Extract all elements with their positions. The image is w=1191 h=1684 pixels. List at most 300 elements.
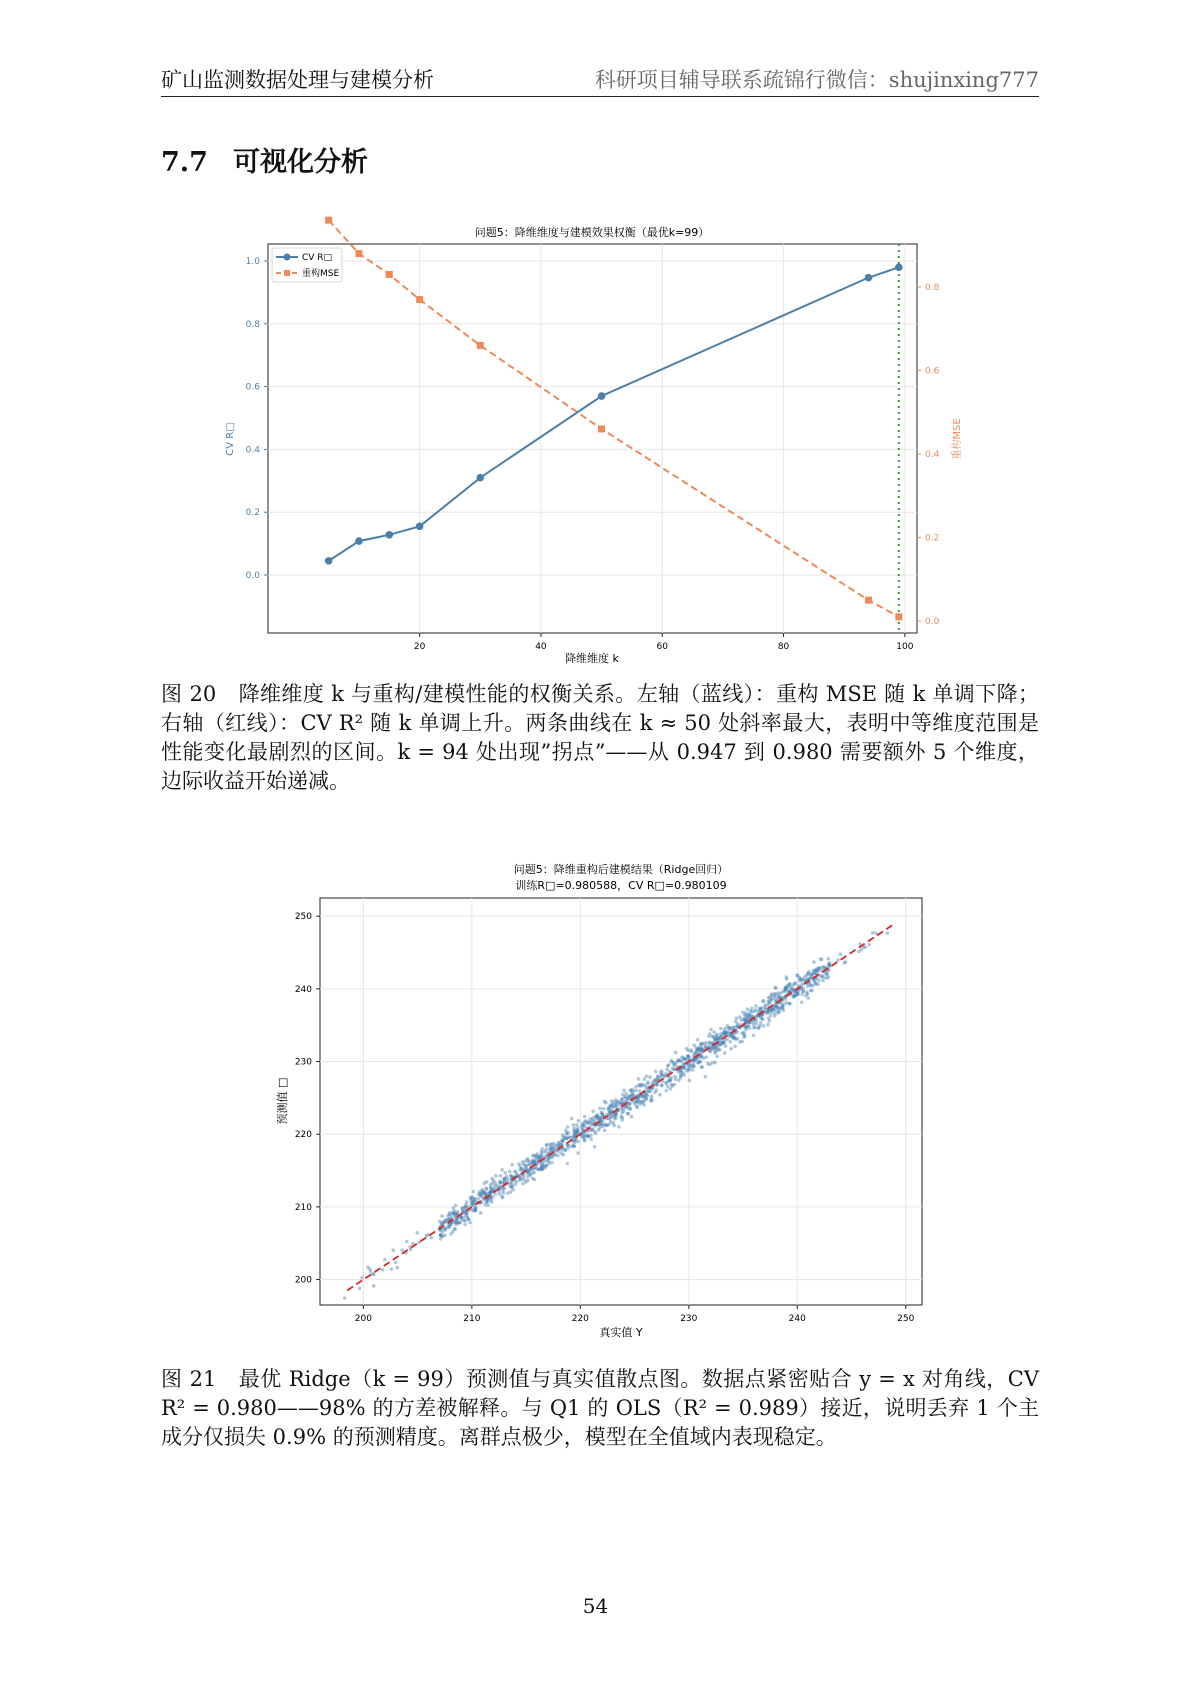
- scatter-point: [752, 1034, 756, 1038]
- scatter-point: [446, 1214, 450, 1218]
- scatter-point: [683, 1057, 687, 1061]
- scatter-point: [886, 931, 890, 935]
- scatter-point: [723, 1051, 727, 1055]
- scatter-point: [462, 1216, 466, 1220]
- scatter-point: [532, 1167, 536, 1171]
- scatter-point: [707, 1035, 711, 1039]
- scatter-point: [553, 1146, 557, 1150]
- scatter-point: [570, 1117, 574, 1121]
- scatter-point: [394, 1261, 398, 1265]
- scatter-point: [715, 1046, 719, 1050]
- x-tick-label: 230: [680, 1314, 698, 1324]
- scatter-point: [800, 1001, 804, 1005]
- legend-r2-label: CV R□: [302, 253, 333, 263]
- x-tick-label: 220: [571, 1314, 589, 1324]
- scatter-point: [438, 1220, 442, 1224]
- scatter-point: [464, 1219, 468, 1223]
- scatter-point: [685, 1047, 689, 1051]
- scatter-point: [646, 1080, 650, 1084]
- scatter-point: [521, 1182, 525, 1186]
- x-tick-label: 100: [896, 642, 914, 652]
- scatter-point: [479, 1211, 483, 1215]
- scatter-point: [634, 1085, 638, 1089]
- x-tick-label: 200: [354, 1314, 372, 1324]
- scatter-point: [827, 975, 831, 979]
- scatter-point: [567, 1144, 571, 1148]
- scatter-point: [574, 1131, 578, 1135]
- scatter-point: [439, 1234, 443, 1238]
- scatter-point: [444, 1220, 448, 1224]
- scatter-point: [804, 994, 808, 998]
- scatter-point: [400, 1248, 404, 1252]
- scatter-point: [766, 1023, 770, 1027]
- scatter-point: [490, 1200, 494, 1204]
- y-right-tick-label: 0.4: [925, 450, 940, 460]
- scatter-point: [636, 1106, 640, 1110]
- scatter-point: [708, 1063, 712, 1067]
- scatter-point: [583, 1125, 587, 1129]
- scatter-point: [622, 1089, 626, 1093]
- scatter-point: [704, 1075, 708, 1079]
- scatter-point: [499, 1174, 503, 1178]
- scatter-point: [468, 1221, 472, 1225]
- scatter-point: [759, 1016, 763, 1020]
- scatter-point: [667, 1063, 671, 1067]
- scatter-point: [522, 1178, 526, 1182]
- scatter-point: [759, 1021, 763, 1025]
- section-heading: [161, 140, 368, 179]
- section-title: 可视化分析: [233, 147, 368, 178]
- scatter-point: [814, 982, 818, 986]
- scatter-point: [630, 1115, 634, 1119]
- scatter-point: [430, 1236, 434, 1240]
- scatter-point: [828, 962, 832, 966]
- scatter-point: [811, 973, 815, 977]
- figure-21-label: 图 21: [161, 1367, 217, 1391]
- scatter-point: [468, 1196, 472, 1200]
- scatter-point: [587, 1122, 591, 1126]
- scatter-point: [533, 1178, 537, 1182]
- scatter-point: [819, 957, 823, 961]
- scatter-point: [499, 1180, 503, 1184]
- scatter-point: [473, 1208, 477, 1212]
- x-tick-label: 60: [656, 642, 668, 652]
- y-right-tick-label: 0.6: [925, 366, 940, 377]
- scatter-point: [500, 1195, 504, 1199]
- scatter-point: [758, 1007, 762, 1011]
- y-left-tick-label: 1.0: [245, 257, 260, 267]
- scatter-point: [617, 1125, 621, 1129]
- scatter-point: [776, 1006, 780, 1010]
- scatter-point: [636, 1096, 640, 1100]
- scatter-point: [624, 1092, 628, 1096]
- scatter-point: [708, 1041, 712, 1045]
- y-axis-label: 预测值 □: [276, 1077, 289, 1125]
- x-tick-label: 210: [463, 1314, 481, 1324]
- scatter-point: [691, 1058, 695, 1062]
- scatter-point: [670, 1076, 674, 1080]
- scatter-point: [683, 1073, 687, 1077]
- scatter-point: [636, 1100, 640, 1104]
- scatter-point: [519, 1167, 523, 1171]
- scatter-point: [613, 1117, 617, 1121]
- scatter-point: [645, 1074, 649, 1078]
- page-header: [161, 62, 1039, 97]
- scatter-point: [521, 1160, 525, 1164]
- scatter-point: [572, 1123, 576, 1127]
- scatter-point: [559, 1151, 563, 1155]
- scatter-point: [713, 1061, 717, 1065]
- scatter-point: [612, 1124, 616, 1128]
- scatter-point: [629, 1107, 633, 1111]
- scatter-point: [638, 1084, 642, 1088]
- scatter-point: [391, 1248, 395, 1252]
- scatter-point: [729, 1040, 733, 1044]
- scatter-point: [785, 975, 789, 979]
- scatter-point: [509, 1190, 513, 1194]
- scatter-point: [724, 1044, 728, 1048]
- scatter-point: [660, 1084, 664, 1088]
- scatter-point: [368, 1267, 372, 1271]
- scatter-point: [343, 1296, 347, 1300]
- figure-20-caption: [161, 680, 1039, 796]
- scatter-point: [603, 1123, 607, 1127]
- figure-21-chart: [270, 858, 930, 1348]
- scatter-point: [396, 1266, 400, 1270]
- scatter-point: [687, 1069, 691, 1073]
- y-left-tick-label: 0.6: [245, 382, 260, 393]
- scatter-point: [674, 1051, 678, 1055]
- scatter-point: [575, 1123, 579, 1127]
- scatter-point: [598, 1126, 602, 1130]
- scatter-point: [640, 1095, 644, 1099]
- scatter-point: [767, 1017, 771, 1021]
- legend-mse-label: 重构MSE: [302, 269, 340, 279]
- chart-title: 问题5：降维重构后建模结果（Ridge回归）: [513, 863, 729, 876]
- scatter-point: [663, 1074, 667, 1078]
- scatter-point: [620, 1098, 624, 1102]
- scatter-point: [736, 1025, 740, 1029]
- scatter-point: [515, 1170, 519, 1174]
- scatter-point: [549, 1147, 553, 1151]
- scatter-point: [650, 1099, 654, 1103]
- scatter-point: [620, 1116, 624, 1120]
- mse-point: [355, 250, 362, 257]
- scatter-point: [471, 1200, 475, 1204]
- scatter-point: [566, 1162, 570, 1166]
- scatter-point: [573, 1140, 577, 1144]
- scatter-point: [747, 1013, 751, 1017]
- scatter-point: [762, 999, 766, 1003]
- x-axis-label: 降维维度 k: [565, 652, 619, 665]
- scatter-point: [733, 1037, 737, 1041]
- scatter-point: [372, 1284, 376, 1288]
- scatter-point: [778, 1010, 782, 1014]
- scatter-point: [812, 960, 816, 964]
- chart-subtitle: 训练R□=0.980588，CV R□=0.980109: [515, 879, 727, 892]
- scatter-point: [722, 1040, 726, 1044]
- scatter-point: [463, 1223, 467, 1227]
- scatter-point: [360, 1276, 364, 1280]
- scatter-point: [524, 1164, 528, 1168]
- scatter-point: [439, 1237, 443, 1241]
- scatter-point: [581, 1122, 585, 1126]
- scatter-point: [483, 1181, 487, 1185]
- scatter-point: [743, 1013, 747, 1017]
- scatter-point: [589, 1138, 593, 1142]
- scatter-point: [653, 1079, 657, 1083]
- y-left-tick-label: 0.0: [245, 571, 260, 581]
- scatter-point: [677, 1059, 681, 1063]
- scatter-point: [691, 1068, 695, 1072]
- scatter-point: [582, 1135, 586, 1139]
- scatter-point: [626, 1112, 630, 1116]
- scatter-point: [723, 1027, 727, 1031]
- cv-r2-point: [865, 274, 873, 282]
- y-right-tick-label: 0.0: [925, 617, 940, 627]
- scatter-point: [565, 1131, 569, 1135]
- scatter-point: [670, 1083, 674, 1087]
- scatter-point: [665, 1089, 669, 1093]
- scatter-point: [609, 1105, 613, 1109]
- scatter-point: [718, 1037, 722, 1041]
- scatter-point: [734, 1020, 738, 1024]
- x-tick-label: 80: [777, 642, 790, 652]
- scatter-point: [654, 1070, 658, 1074]
- scatter-point: [673, 1075, 677, 1079]
- scatter-point: [871, 931, 875, 935]
- scatter-point: [715, 1033, 719, 1037]
- scatter-point: [754, 1004, 758, 1008]
- scatter-point: [762, 1024, 766, 1028]
- scatter-point: [670, 1060, 674, 1064]
- scatter-point: [466, 1216, 470, 1220]
- scatter-point: [659, 1070, 663, 1074]
- page-number: 54: [582, 1594, 609, 1618]
- scatter-point: [518, 1176, 522, 1180]
- y-tick-label: 220: [294, 1130, 312, 1141]
- x-tick-label: 240: [788, 1314, 806, 1324]
- scatter-point: [665, 1068, 669, 1072]
- scatter-point: [674, 1061, 678, 1065]
- scatter-point: [489, 1186, 493, 1190]
- scatter-point: [739, 1018, 743, 1022]
- scatter-point: [517, 1162, 521, 1166]
- scatter-point: [609, 1114, 613, 1118]
- scatter-point: [742, 1035, 746, 1039]
- scatter-point: [472, 1190, 476, 1194]
- scatter-point: [700, 1051, 704, 1055]
- y-axis-left-label: CV R□: [225, 422, 236, 456]
- scatter-point: [546, 1156, 550, 1160]
- scatter-point: [637, 1077, 641, 1081]
- scatter-point: [594, 1132, 598, 1136]
- scatter-point: [503, 1177, 507, 1181]
- scatter-point: [510, 1181, 514, 1185]
- scatter-point: [694, 1051, 698, 1055]
- figure-21-text: 最优 Ridge（k = 99）预测值与真实值散点图。数据点紧密贴合 y = x 对角线，CV R² = 0.980——98% 的方差被解释。与 Q1 的 OLS（R² = 0.989）接近，说明丢弃 1 个主成分仅损失 0.9% 的预测精度。离群点极少，模型在全值域内表现稳定。: [161, 1367, 1039, 1449]
- scatter-point: [750, 1007, 754, 1011]
- x-axis-label: 真实值 Y: [599, 1326, 643, 1339]
- scatter-point: [803, 975, 807, 979]
- scatter-point: [692, 1065, 696, 1069]
- scatter-point: [602, 1107, 606, 1111]
- scatter-point: [735, 1016, 739, 1020]
- scatter-point: [844, 960, 848, 964]
- scatter-point: [809, 989, 813, 993]
- scatter-point: [700, 1065, 704, 1069]
- figure-20-text: 降维维度 k 与重构/建模性能的权衡关系。左轴（蓝线）：重构 MSE 随 k 单调下降；右轴（红线）：CV R² 随 k 单调上升。两条曲线在 k ≈ 50 处斜率最大，表明中等维度范围是性能变化最剧烈的区间。k = 94 处出现”拐点”——从 0.947 到 0.980 需要额外 5 个维度，边际收益开始递减。: [161, 682, 1039, 793]
- scatter-point: [695, 1046, 699, 1050]
- scatter-point: [485, 1200, 489, 1204]
- y-tick-label: 230: [294, 1057, 312, 1068]
- scatter-point: [390, 1267, 394, 1271]
- y-right-tick-label: 0.8: [925, 283, 940, 293]
- scatter-point: [453, 1211, 457, 1215]
- scatter-point: [781, 1006, 785, 1010]
- y-right-tick-label: 0.2: [925, 533, 940, 544]
- scatter-point: [642, 1103, 646, 1107]
- scatter-point: [510, 1186, 514, 1190]
- y-axis-right-label: 重构MSE: [952, 418, 963, 460]
- scatter-point: [738, 1040, 742, 1044]
- scatter-point: [416, 1231, 420, 1235]
- y-tick-label: 250: [294, 912, 312, 923]
- scatter-point: [613, 1113, 617, 1117]
- scatter-point: [627, 1096, 631, 1100]
- scatter-point: [733, 1045, 737, 1049]
- scatter-point: [718, 1048, 722, 1052]
- scatter-point: [818, 966, 822, 970]
- scatter-point: [573, 1127, 577, 1131]
- scatter-point: [682, 1066, 686, 1070]
- scatter-point: [642, 1077, 646, 1081]
- scatter-point: [572, 1134, 576, 1138]
- scatter-point: [729, 1047, 733, 1051]
- mse-point: [325, 217, 332, 224]
- scatter-point: [836, 958, 840, 962]
- scatter-point: [740, 1032, 744, 1036]
- scatter-point: [753, 1025, 757, 1029]
- cv-r2-point: [476, 474, 484, 482]
- scatter-point: [608, 1110, 612, 1114]
- scatter-point: [772, 1012, 776, 1016]
- mse-point: [386, 271, 393, 278]
- scatter-point: [666, 1085, 670, 1089]
- x-tick-label: 250: [897, 1314, 915, 1324]
- scatter-point: [477, 1197, 481, 1201]
- scatter-point: [381, 1268, 385, 1272]
- scatter-point: [679, 1076, 683, 1080]
- scatter-point: [443, 1228, 447, 1232]
- scatter-point: [668, 1079, 672, 1083]
- scatter-point: [696, 1061, 700, 1065]
- scatter-point: [713, 1037, 717, 1041]
- scatter-point: [371, 1272, 375, 1276]
- scatter-point: [568, 1135, 572, 1139]
- scatter-point: [788, 982, 792, 986]
- scatter-point: [508, 1170, 512, 1174]
- scatter-point: [696, 1038, 700, 1042]
- scatter-point: [688, 1079, 692, 1083]
- scatter-point: [798, 979, 802, 983]
- scatter-point: [503, 1187, 507, 1191]
- header-title: 矿山监测数据处理与建模分析: [161, 68, 434, 92]
- scatter-point: [485, 1188, 489, 1192]
- scatter-point: [768, 996, 772, 1000]
- scatter-point: [532, 1154, 536, 1158]
- scatter-point: [591, 1110, 595, 1114]
- scatter-point: [440, 1214, 444, 1218]
- scatter-point: [805, 990, 809, 994]
- scatter-point: [709, 1028, 713, 1032]
- y-left-tick-label: 0.4: [245, 445, 260, 456]
- scatter-point: [757, 1026, 761, 1030]
- scatter-point: [586, 1135, 590, 1139]
- scatter-point: [494, 1174, 498, 1178]
- scatter-point: [456, 1221, 460, 1225]
- x-tick-label: 20: [413, 642, 426, 652]
- y-tick-label: 200: [294, 1275, 312, 1286]
- scatter-point: [785, 986, 789, 990]
- section-number: 7.7: [161, 147, 208, 178]
- scatter-point: [722, 1032, 726, 1036]
- cv-r2-point: [325, 557, 333, 565]
- scatter-point: [454, 1204, 458, 1208]
- scatter-point: [566, 1125, 570, 1129]
- scatter-point: [629, 1089, 633, 1093]
- scatter-point: [493, 1184, 497, 1188]
- scatter-point: [604, 1101, 608, 1105]
- scatter-point: [498, 1192, 502, 1196]
- scatter-point: [788, 1002, 792, 1006]
- cv-r2-point: [416, 523, 424, 531]
- scatter-point: [473, 1197, 477, 1201]
- scatter-point: [544, 1147, 548, 1151]
- scatter-point: [827, 957, 831, 961]
- scatter-point: [615, 1102, 619, 1106]
- scatter-point: [465, 1211, 469, 1215]
- scatter-point: [782, 1002, 786, 1006]
- scatter-point: [705, 1055, 709, 1059]
- y-tick-label: 210: [294, 1202, 312, 1213]
- scatter-point: [405, 1240, 409, 1244]
- scatter-point: [443, 1233, 447, 1237]
- scatter-point: [839, 952, 843, 956]
- scatter-point: [543, 1166, 547, 1170]
- mse-point: [416, 296, 423, 303]
- scatter-point: [622, 1109, 626, 1113]
- cv-r2-point: [895, 263, 903, 271]
- scatter-point: [719, 1027, 723, 1031]
- scatter-point: [460, 1207, 464, 1211]
- scatter-point: [465, 1200, 469, 1204]
- scatter-point: [790, 987, 794, 991]
- mse-point: [865, 597, 872, 604]
- scatter-point: [502, 1191, 506, 1195]
- scatter-point: [624, 1095, 628, 1099]
- legend: [272, 248, 342, 282]
- scatter-point: [680, 1070, 684, 1074]
- scatter-point: [776, 991, 780, 995]
- scatter-point: [654, 1083, 658, 1087]
- scatter-point: [658, 1093, 662, 1097]
- scatter-point: [479, 1193, 483, 1197]
- scatter-point: [689, 1048, 693, 1052]
- scatter-point: [509, 1174, 513, 1178]
- cv-r2-point: [355, 537, 363, 545]
- scatter-point: [863, 945, 867, 949]
